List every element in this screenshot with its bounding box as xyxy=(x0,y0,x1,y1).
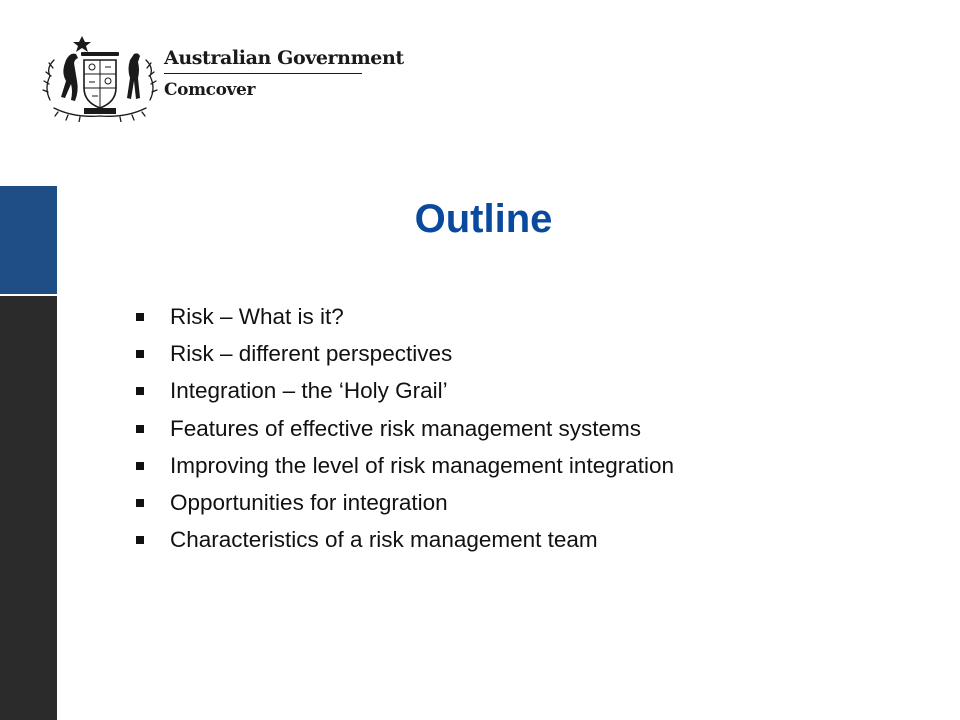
list-item xyxy=(132,335,912,372)
organisation-header xyxy=(164,46,404,100)
list-item xyxy=(132,484,912,521)
list-item xyxy=(132,522,912,559)
list-item-text: Features of effective risk management systems xyxy=(170,415,642,441)
square-bullet-icon xyxy=(136,387,144,395)
list-item-text: Improving the level of risk management integration xyxy=(170,452,675,478)
header-divider xyxy=(164,73,362,74)
list-item xyxy=(132,447,912,484)
outline-list xyxy=(132,298,912,559)
square-bullet-icon xyxy=(136,499,144,507)
list-item-text: Opportunities for integration xyxy=(170,490,448,516)
list-item-text: Risk – What is it? xyxy=(170,303,344,329)
slide-title: Outline xyxy=(414,197,553,241)
list-item-text: Characteristics of a risk management team xyxy=(170,527,598,553)
square-bullet-icon xyxy=(136,462,144,470)
list-item-text: Risk – different perspectives xyxy=(170,340,453,366)
square-bullet-icon xyxy=(136,313,144,321)
list-item xyxy=(132,410,912,447)
list-item xyxy=(132,373,912,410)
square-bullet-icon xyxy=(136,350,144,358)
organisation-name: Australian Government xyxy=(164,47,404,69)
coat-of-arms-icon xyxy=(40,30,160,122)
square-bullet-icon xyxy=(136,536,144,544)
side-accent-bar-dark xyxy=(0,296,57,720)
list-item xyxy=(132,298,912,335)
square-bullet-icon xyxy=(136,425,144,433)
agency-name: Comcover xyxy=(164,80,255,100)
side-accent-bar-blue xyxy=(0,186,57,294)
list-item-text: Integration – the ‘Holy Grail’ xyxy=(170,378,448,404)
